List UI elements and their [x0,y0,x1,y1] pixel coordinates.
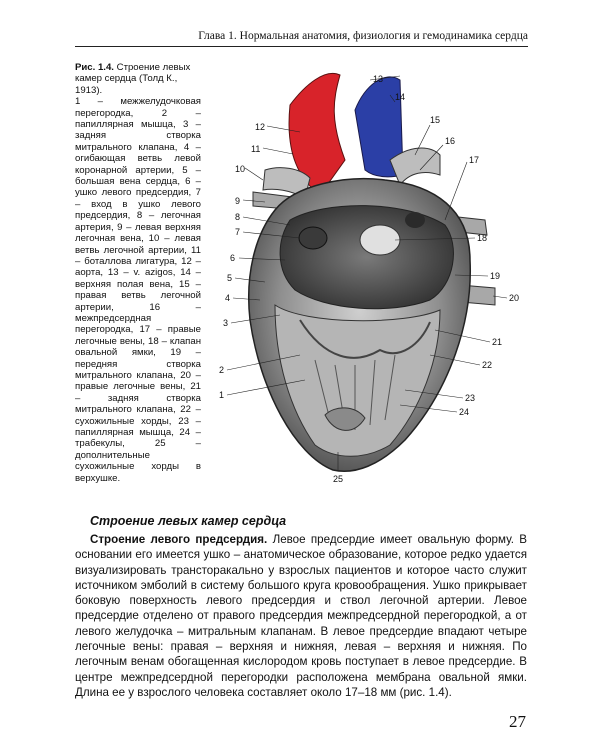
chapter-title: Глава 1. Нормальная анатомия, физиология и гемодинамика сердца [198,30,528,42]
label-17: 17 [469,155,480,165]
label-23: 23 [465,393,476,403]
caption-label: Рис. 1.4. [75,62,114,73]
caption-title: Строение левых камер сердца (Толд К., 1913). [75,62,191,96]
paragraph-text: Левое предсердие имеет овальную форму. В основании его имеется ушко – анатомическое образование, которое редко удается визуализировать трансторакально у взрослых пациентов и которое часто служит источником эмболий в систему большого круга кровообращения. Ушко прикрывает боковую поверхность левого предсердия и ствол легочной артерии. Левое предсердие отделено от правого предсердия межпредсердной перегородкой, а от левого желудочка – митральным клапанам. В левое предсердие впадают четыре легочные вены: правая – верхняя и нижняя, левая – верхняя и нижняя. По легочным венам обогащенная кислородом кровь поступает в левое предсердие. В центре межпредсердной перегородки расположена мембрана овальной ямки. Длина ее у взрослого человека составляет около 17–18 мм (рис. 1.4). [75,533,527,699]
label-1: 1 [219,390,225,400]
running-header [75,30,528,47]
label-12: 12 [255,122,266,132]
label-2: 2 [219,365,225,375]
appendage-entrance [299,227,327,249]
paragraph-lead: Строение левого предсердия. [90,533,268,546]
label-21: 21 [492,337,503,347]
label-8: 8 [235,212,241,222]
label-6: 6 [230,253,236,263]
heart-figure [205,60,535,490]
label-25: 25 [333,474,344,484]
page-number: 27 [509,712,526,731]
section-heading: Строение левых камер сердца [90,514,287,528]
label-13: 13 [373,74,384,84]
caption-lead [75,62,201,96]
label-10: 10 [235,164,246,174]
label-4: 4 [225,293,231,303]
label-20: 20 [509,293,520,303]
label-3: 3 [223,318,229,328]
label-11: 11 [251,144,261,154]
label-5: 5 [227,273,233,283]
fossa-ovalis [360,225,400,255]
label-14: 14 [395,92,406,102]
caption-legend: 1 – межжелудочковая перегородка, 2 – папиллярная мышца, 3 – задняя створка митрального клапана, 4 – огибающая ветвь левой коронарной артерии, 5 – большая вена сердца, 6 – ушко левого предсердия, 7 – вход в ушко левого предсердия, 8 – легочная артерия, 9 – левая верхняя легочная вена, 10 – левая ветвь легочной артерии, 11 – боталлова лигатура, 12 – аорта, 13 – v. azigos, 14 – верхняя полая вена, 15 – правая ветвь легочной артерии, 16 – межпредсердная перегородка, 17 – правые легочные вены, 18 – клапан овальной ямки, 19 – передняя створка митрального клапана, 20 – правые легочные вены, 21 – задняя створка митрального клапана, 22 – сухожильные хорды, 23 – папиллярная мышца, 24 – трабекулы, 25 – дополнительные сухожильные хорды в верхушке. [75,96,201,484]
label-18: 18 [477,233,488,243]
label-19: 19 [490,271,501,281]
label-22: 22 [482,360,493,370]
label-24: 24 [459,407,470,417]
label-7: 7 [235,227,241,237]
heart-illustration [205,60,535,490]
label-16: 16 [445,136,456,146]
left-atrium-cavity [280,206,453,309]
pulmonary-vein-ostium [405,212,425,228]
label-15: 15 [430,115,441,125]
label-9: 9 [235,196,241,206]
figure-caption [75,62,201,484]
body-paragraph [75,532,527,700]
